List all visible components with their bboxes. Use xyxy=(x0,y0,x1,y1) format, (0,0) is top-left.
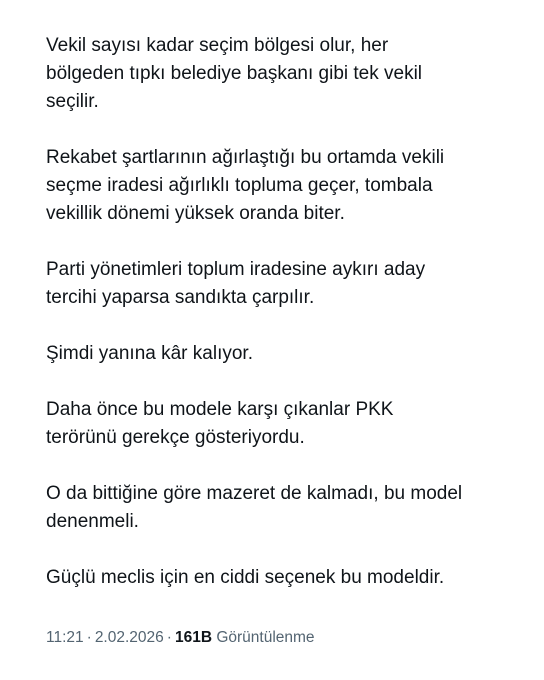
tweet-paragraph: Şimdi yanına kâr kalıyor. xyxy=(46,343,253,364)
tweet-paragraph: Parti yönetimleri toplum iradesine aykırı aday tercihi yaparsa sandıkta çarpılır. xyxy=(46,259,426,308)
meta-separator: · xyxy=(166,629,172,646)
tweet-meta xyxy=(46,628,315,648)
tweet-paragraph: Rekabet şartlarının ağırlaştığı bu ortamda vekili seçme iradesi ağırlıklı topluma geçer, tombala vekillik dönemi yüksek oranda biter. xyxy=(46,147,445,224)
tweet-date[interactable]: 2.02.2026 xyxy=(94,629,164,646)
tweet-paragraph: Daha önce bu modele karşı çıkanlar PKK terörünü gerekçe gösteriyordu. xyxy=(46,399,394,448)
tweet-paragraph: Vekil sayısı kadar seçim bölgesi olur, her bölgeden tıpkı belediye başkanı gibi tek vekil seçilir. xyxy=(46,35,423,112)
tweet-paragraph: Güçlü meclis için en ciddi seçenek bu modeldir. xyxy=(46,567,445,588)
tweet-paragraph: O da bittiğine göre mazeret de kalmadı, bu model denenmeli. xyxy=(46,483,463,532)
meta-separator: · xyxy=(86,629,92,646)
views-count[interactable]: 161B xyxy=(174,629,213,646)
views-label[interactable]: Görüntülenme xyxy=(216,629,315,646)
tweet-time[interactable]: 11:21 xyxy=(46,629,84,646)
tweet-text xyxy=(46,32,526,592)
